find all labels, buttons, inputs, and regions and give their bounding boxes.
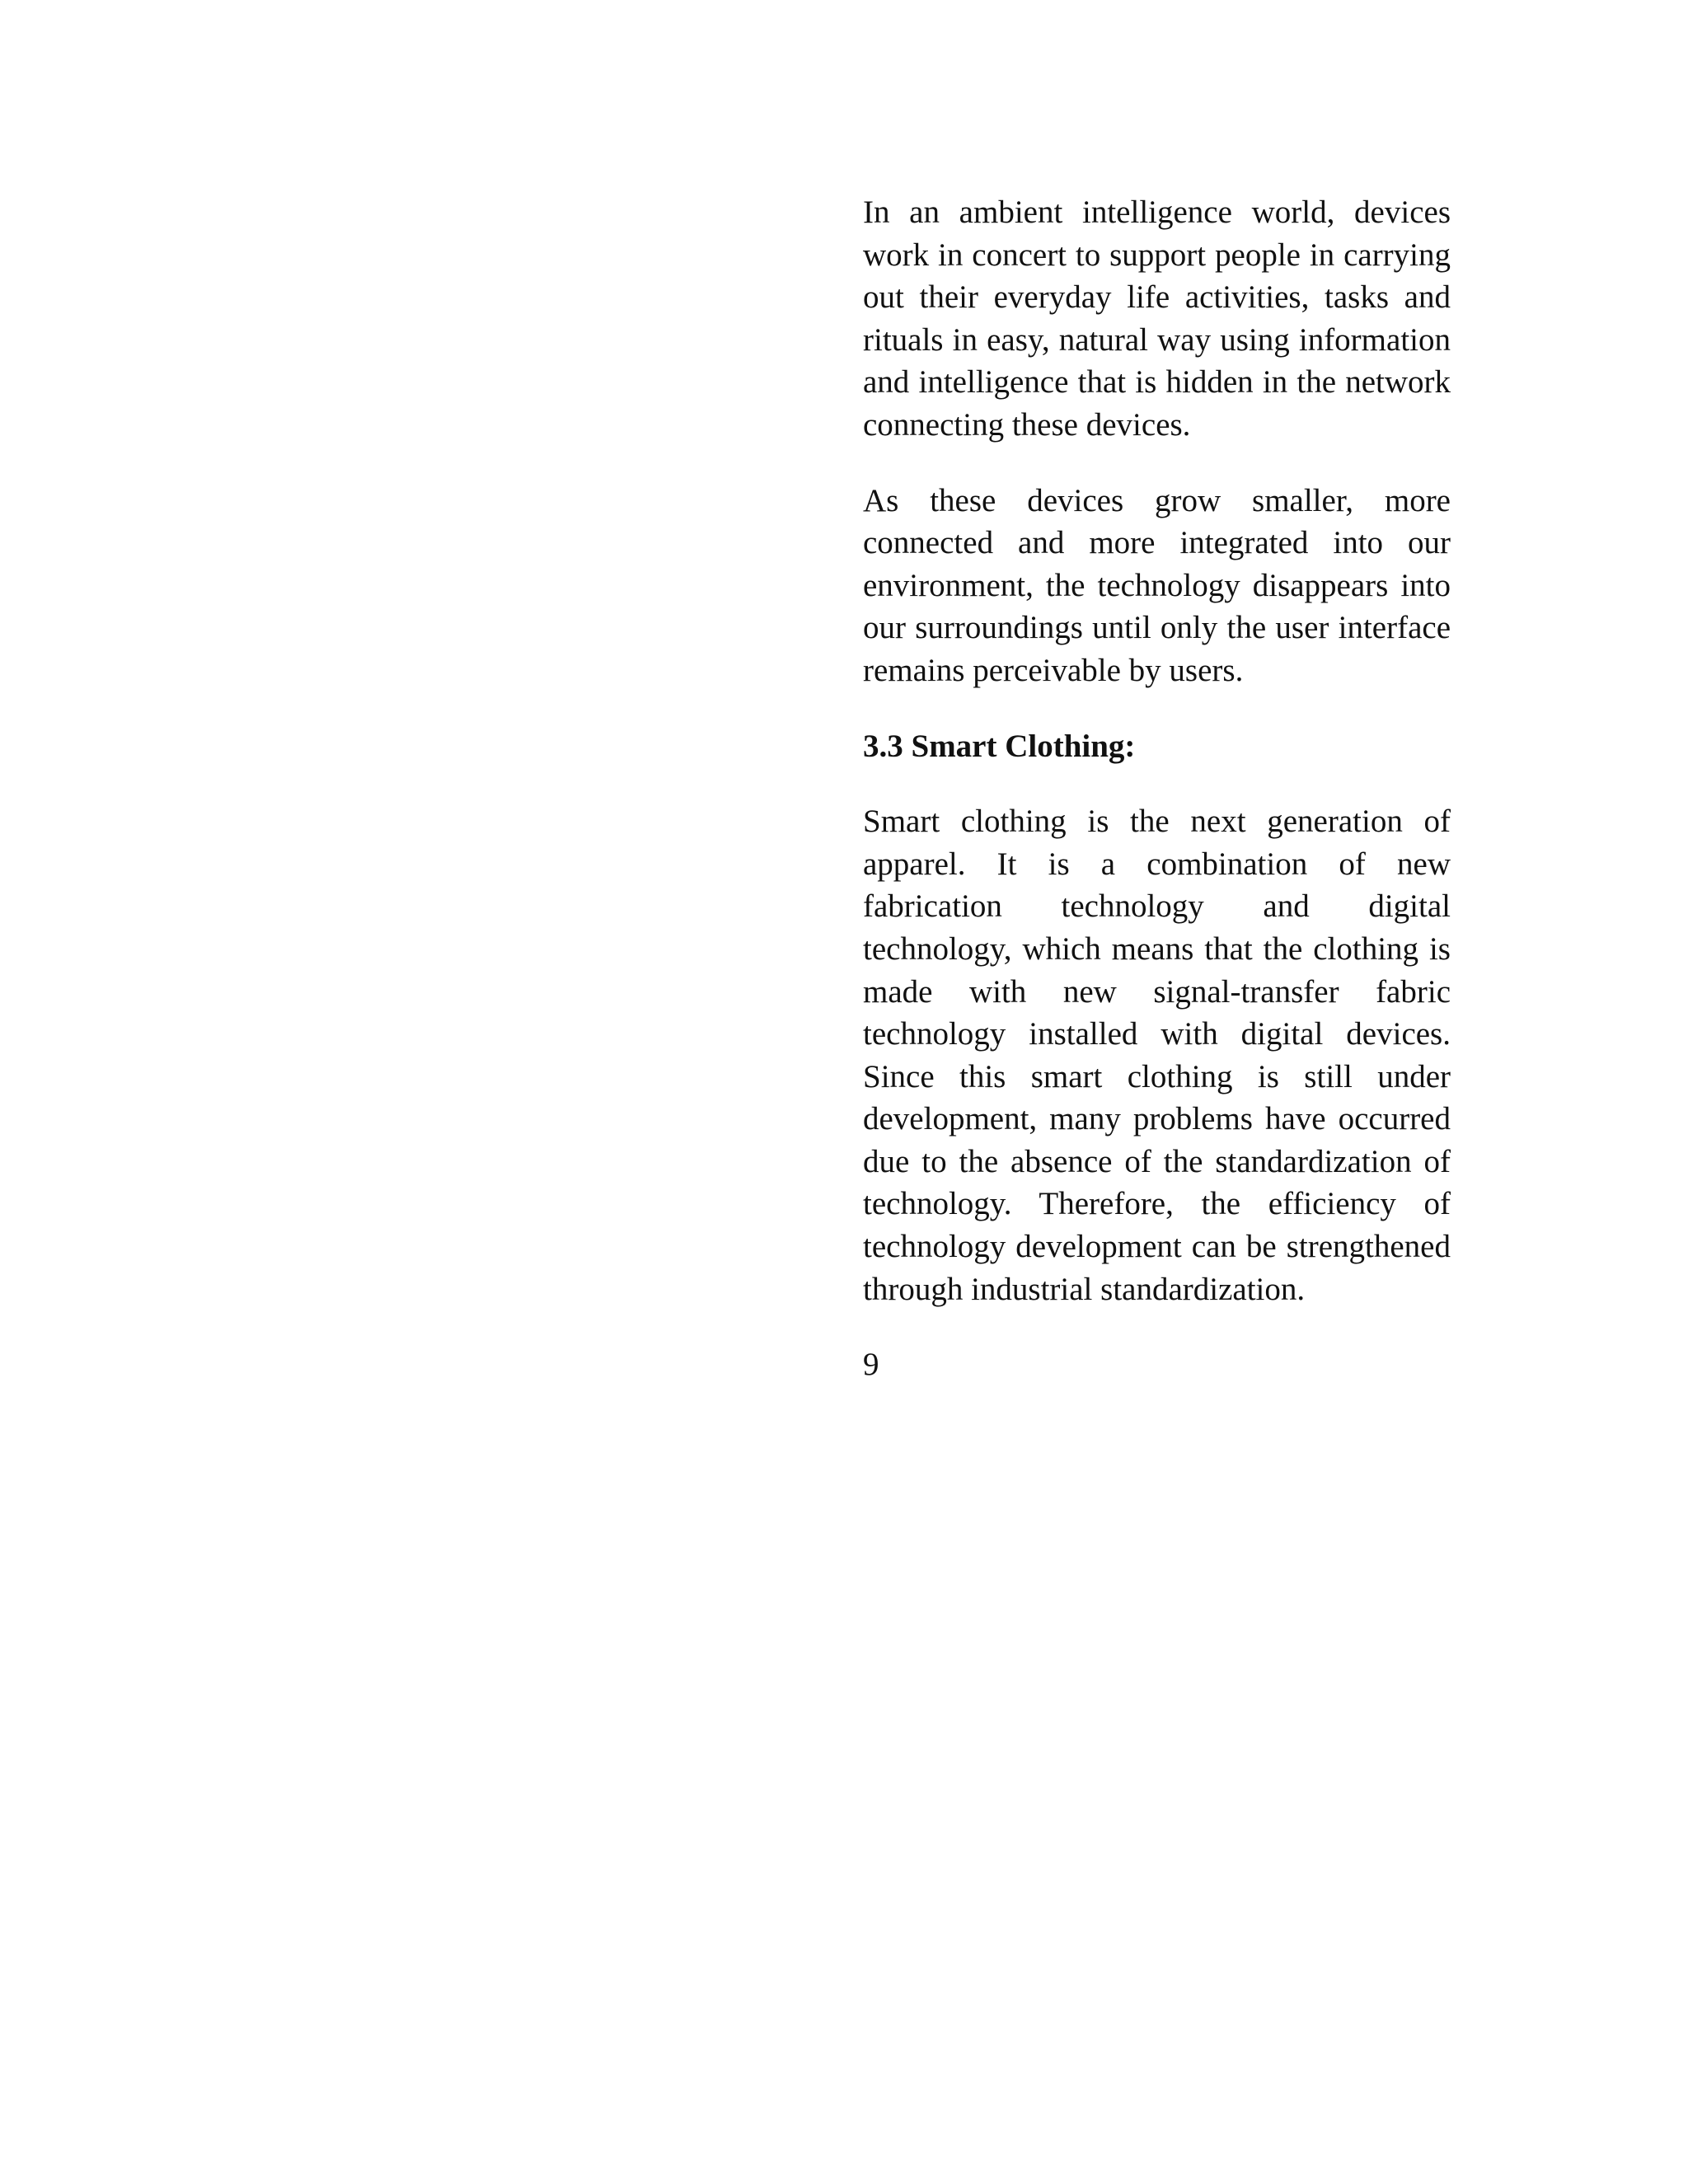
paragraph-smart-clothing: Smart clothing is the next generation of apparel. It is a combination of new fabrication technology and digital technology, which means that the clothing is made with new signal-transfer fabric technology installed with digital devices. Since this smart clothing is still under development, many problems have occurred due to the absence of the standardization of technology. Therefore, the efficiency of technology development can be strengthened through industrial standardization. [863, 804, 1451, 1307]
text-column [863, 191, 1451, 1386]
section-heading: 3.3 Smart Clothing: [863, 728, 1136, 764]
paragraph-devices-smaller: As these devices grow smaller, more connected and more integrated into our environment, the technology disappears into our surroundings until only the user interface remains perceivable by users. [863, 482, 1451, 688]
page-number: 9 [863, 1347, 879, 1383]
paragraph-ambient-intelligence: In an ambient intelligence world, devices work in concert to support people in carrying out their everyday life activities, tasks and rituals in easy, natural way using information and intelligence that is hidden in the network connecting these devices. [863, 194, 1451, 443]
